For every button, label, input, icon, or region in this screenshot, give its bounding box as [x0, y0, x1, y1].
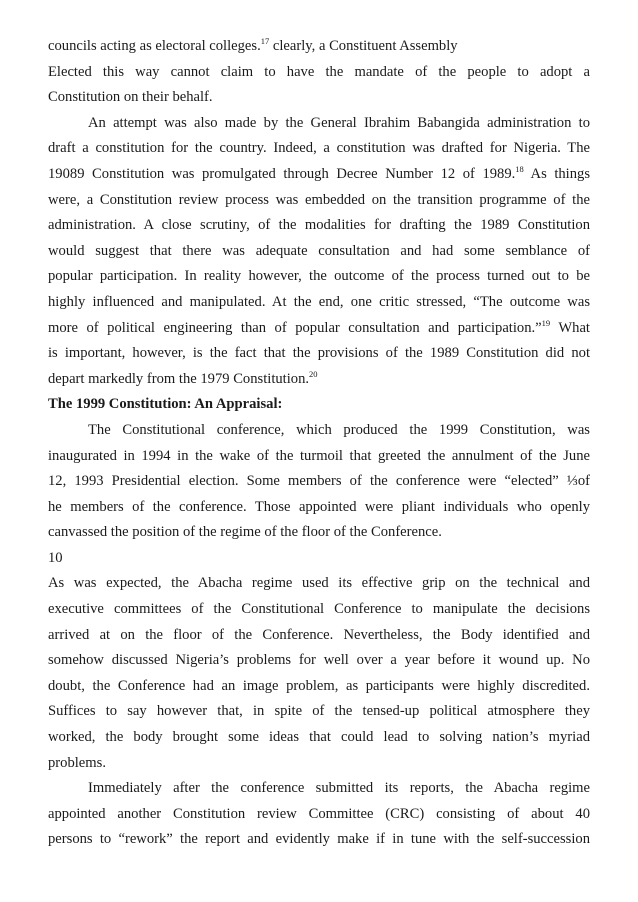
- line-text: Elected this way cannot claim to have the mandate of the people to adopt a: [48, 63, 590, 80]
- line-text: Suffices to say however that, in spite of the tensed-up political atmosphere they: [48, 703, 590, 720]
- line-text: is important, however, is the fact that the provisions of the 1989 Constitution did not: [48, 345, 590, 362]
- text-line: [48, 495, 590, 521]
- line-text: problems.: [48, 754, 106, 771]
- line-text: The 1999 Constitution: An Appraisal:: [48, 396, 283, 413]
- line-text: executive committees of the Constitutional Conference to manipulate the decisions: [48, 601, 590, 618]
- text-line: [48, 367, 590, 393]
- line-text-tail: As things: [523, 165, 591, 182]
- line-text: popular participation. In reality however, the outcome of the process turned out to be: [48, 268, 590, 285]
- line-text: doubt, the Conference had an image problem, as participants were highly discredited.: [48, 677, 590, 694]
- line-text: Constitution on their behalf.: [48, 89, 213, 106]
- line-text: appointed another Constitution review Committee (CRC) consisting of about 40: [48, 805, 590, 822]
- text-line: [48, 290, 590, 316]
- line-text: draft a constitution for the country. Indeed, a constitution was drafted for Nigeria. The: [48, 140, 590, 157]
- text-line: [48, 802, 590, 828]
- text-line: [48, 264, 590, 290]
- text-line: [48, 239, 590, 265]
- text-line: [48, 751, 590, 777]
- text-line: [48, 648, 590, 674]
- line-text: highly influenced and manipulated. At the end, one critic stressed, “The outcome was: [48, 293, 590, 310]
- line-text: would suggest that there was adequate consultation and had some semblance of: [48, 242, 590, 259]
- line-text: councils acting as electoral colleges.: [48, 38, 261, 54]
- footnote-ref: 17: [260, 36, 270, 46]
- line-text: persons to “rework” the report and evidently make if in tune with the self-succession: [48, 831, 590, 848]
- text-line: [48, 85, 590, 111]
- line-text: depart markedly from the 1979 Constitution.: [48, 370, 310, 387]
- text-line: [48, 34, 590, 60]
- footnote-ref: 20: [309, 368, 318, 379]
- line-text-tail: clearly, a Constituent Assembly: [269, 38, 458, 54]
- line-text: worked, the body brought some ideas that could lead to solving nation’s myriad: [48, 729, 590, 746]
- text-line: [48, 444, 590, 470]
- line-text: Immediately after the conference submitted its reports, the Abacha regime: [88, 780, 590, 797]
- line-text: As was expected, the Abacha regime used its effective grip on the technical and: [48, 575, 590, 592]
- text-line: [48, 341, 590, 367]
- text-line: [48, 520, 590, 546]
- text-line: [48, 776, 590, 802]
- line-text: The Constitutional conference, which produced the 1999 Constitution, was: [88, 421, 590, 438]
- text-line: [48, 725, 590, 751]
- text-line: [48, 60, 590, 86]
- line-text: somehow discussed Nigeria’s problems for well over a year before it wound up. No: [48, 652, 590, 669]
- text-line: [48, 699, 590, 725]
- text-line: [48, 469, 590, 495]
- text-line: [48, 188, 590, 214]
- text-line: [48, 827, 590, 853]
- text-line: [48, 674, 590, 700]
- document-body: [48, 34, 590, 853]
- text-line: [48, 623, 590, 649]
- text-line: [48, 162, 590, 188]
- line-text: canvassed the position of the regime of the floor of the Conference.: [48, 524, 442, 541]
- line-text: 19089 Constitution was promulgated through Decree Number 12 of 1989.: [48, 165, 516, 182]
- footnote-ref: 18: [515, 163, 524, 174]
- line-text: 10: [48, 549, 63, 566]
- line-text: 12, 1993 Presidential election. Some members of the conference were “elected” ⅓of: [48, 473, 590, 490]
- text-line: [48, 316, 590, 342]
- line-text-tail: What: [550, 319, 590, 336]
- line-text: inaugurated in 1994 in the wake of the turmoil that greeted the annulment of the June: [48, 447, 590, 464]
- text-line: [48, 418, 590, 444]
- page-number: [48, 546, 590, 572]
- text-line: [48, 597, 590, 623]
- line-text: were, a Constitution review process was embedded on the transition programme of the: [48, 191, 590, 208]
- line-text: arrived at on the floor of the Conference. Nevertheless, the Body identified and: [48, 626, 590, 643]
- section-heading: [48, 392, 590, 418]
- line-text: he members of the conference. Those appointed were pliant individuals who openly: [48, 498, 590, 515]
- text-line: [48, 213, 590, 239]
- footnote-ref: 19: [541, 317, 551, 328]
- text-line: [48, 111, 590, 137]
- line-text: administration. A close scrutiny, of the modalities for drafting the 1989 Constitution: [48, 217, 590, 234]
- text-line: [48, 136, 590, 162]
- line-text: An attempt was also made by the General Ibrahim Babangida administration to: [88, 114, 590, 131]
- text-line: [48, 571, 590, 597]
- line-text: more of political engineering than of popular consultation and participation.”: [48, 319, 542, 336]
